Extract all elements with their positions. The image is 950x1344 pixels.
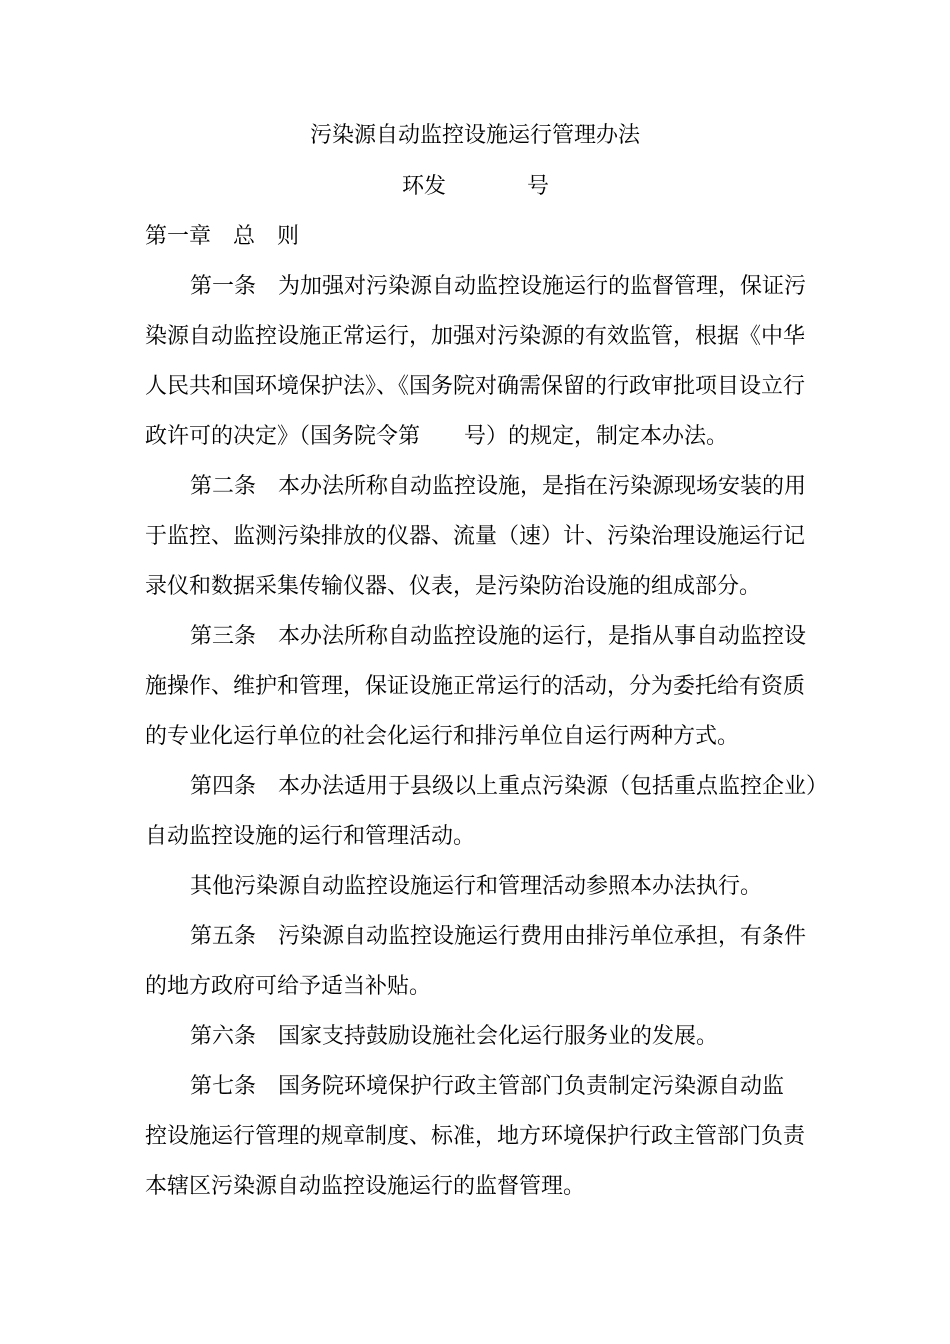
article-1-line-1: 第一条 为加强对污染源自动监控设施运行的监督管理，保证污 [190, 274, 807, 299]
article-4-line-2: 自动监控设施的运行和管理活动。 [145, 824, 476, 849]
article-3-line-3: 的专业化运行单位的社会化运行和排污单位自运行两种方式。 [145, 724, 740, 749]
article-3-line-2: 施操作、维护和管理，保证设施正常运行的活动，分为委托给有资质 [145, 674, 806, 699]
chapter-heading: 第一章 总 则 [145, 224, 300, 249]
article-5-line-2: 的地方政府可给予适当补贴。 [145, 974, 432, 999]
document-title: 污染源自动监控设施运行管理办法 [309, 123, 640, 148]
article-1-line-3: 人民共和国环境保护法》、《国务院对确需保留的行政审批项目设立行 [145, 374, 806, 399]
article-2-line-1: 第二条 本办法所称自动监控设施，是指在污染源现场安装的用 [190, 474, 807, 499]
article-3-line-1: 第三条 本办法所称自动监控设施的运行，是指从事自动监控设 [190, 624, 807, 649]
article-7-line-3: 本辖区污染源自动监控设施运行的监督管理。 [145, 1174, 586, 1199]
article-2-line-2: 于监控、监测污染排放的仪器、流量（速）计、污染治理设施运行记 [145, 524, 806, 549]
article-4-paragraph-2: 其他污染源自动监控设施运行和管理活动参照本办法执行。 [190, 874, 763, 899]
article-4-line-1: 第四条 本办法适用于县级以上重点污染源（包括重点监控企业） [190, 774, 829, 799]
article-5-line-1: 第五条 污染源自动监控设施运行费用由排污单位承担，有条件 [190, 924, 807, 949]
doc-number-prefix: 环发 [402, 174, 447, 199]
doc-number-suffix: 号 [527, 174, 550, 199]
article-1-line-2: 染源自动监控设施正常运行，加强对污染源的有效监管，根据《中华 [145, 324, 806, 349]
article-7-line-1: 第七条 国务院环境保护行政主管部门负责制定污染源自动监 [190, 1074, 785, 1099]
article-2-line-3: 录仪和数据采集传输仪器、仪表，是污染防治设施的组成部分。 [145, 574, 762, 599]
article-7-line-2: 控设施运行管理的规章制度、标准，地方环境保护行政主管部门负责 [145, 1124, 806, 1149]
article-1-line-4: 政许可的决定》（国务院令第 号）的规定，制定本办法。 [145, 424, 729, 449]
article-6-line-1: 第六条 国家支持鼓励设施社会化运行服务业的发展。 [190, 1024, 719, 1049]
